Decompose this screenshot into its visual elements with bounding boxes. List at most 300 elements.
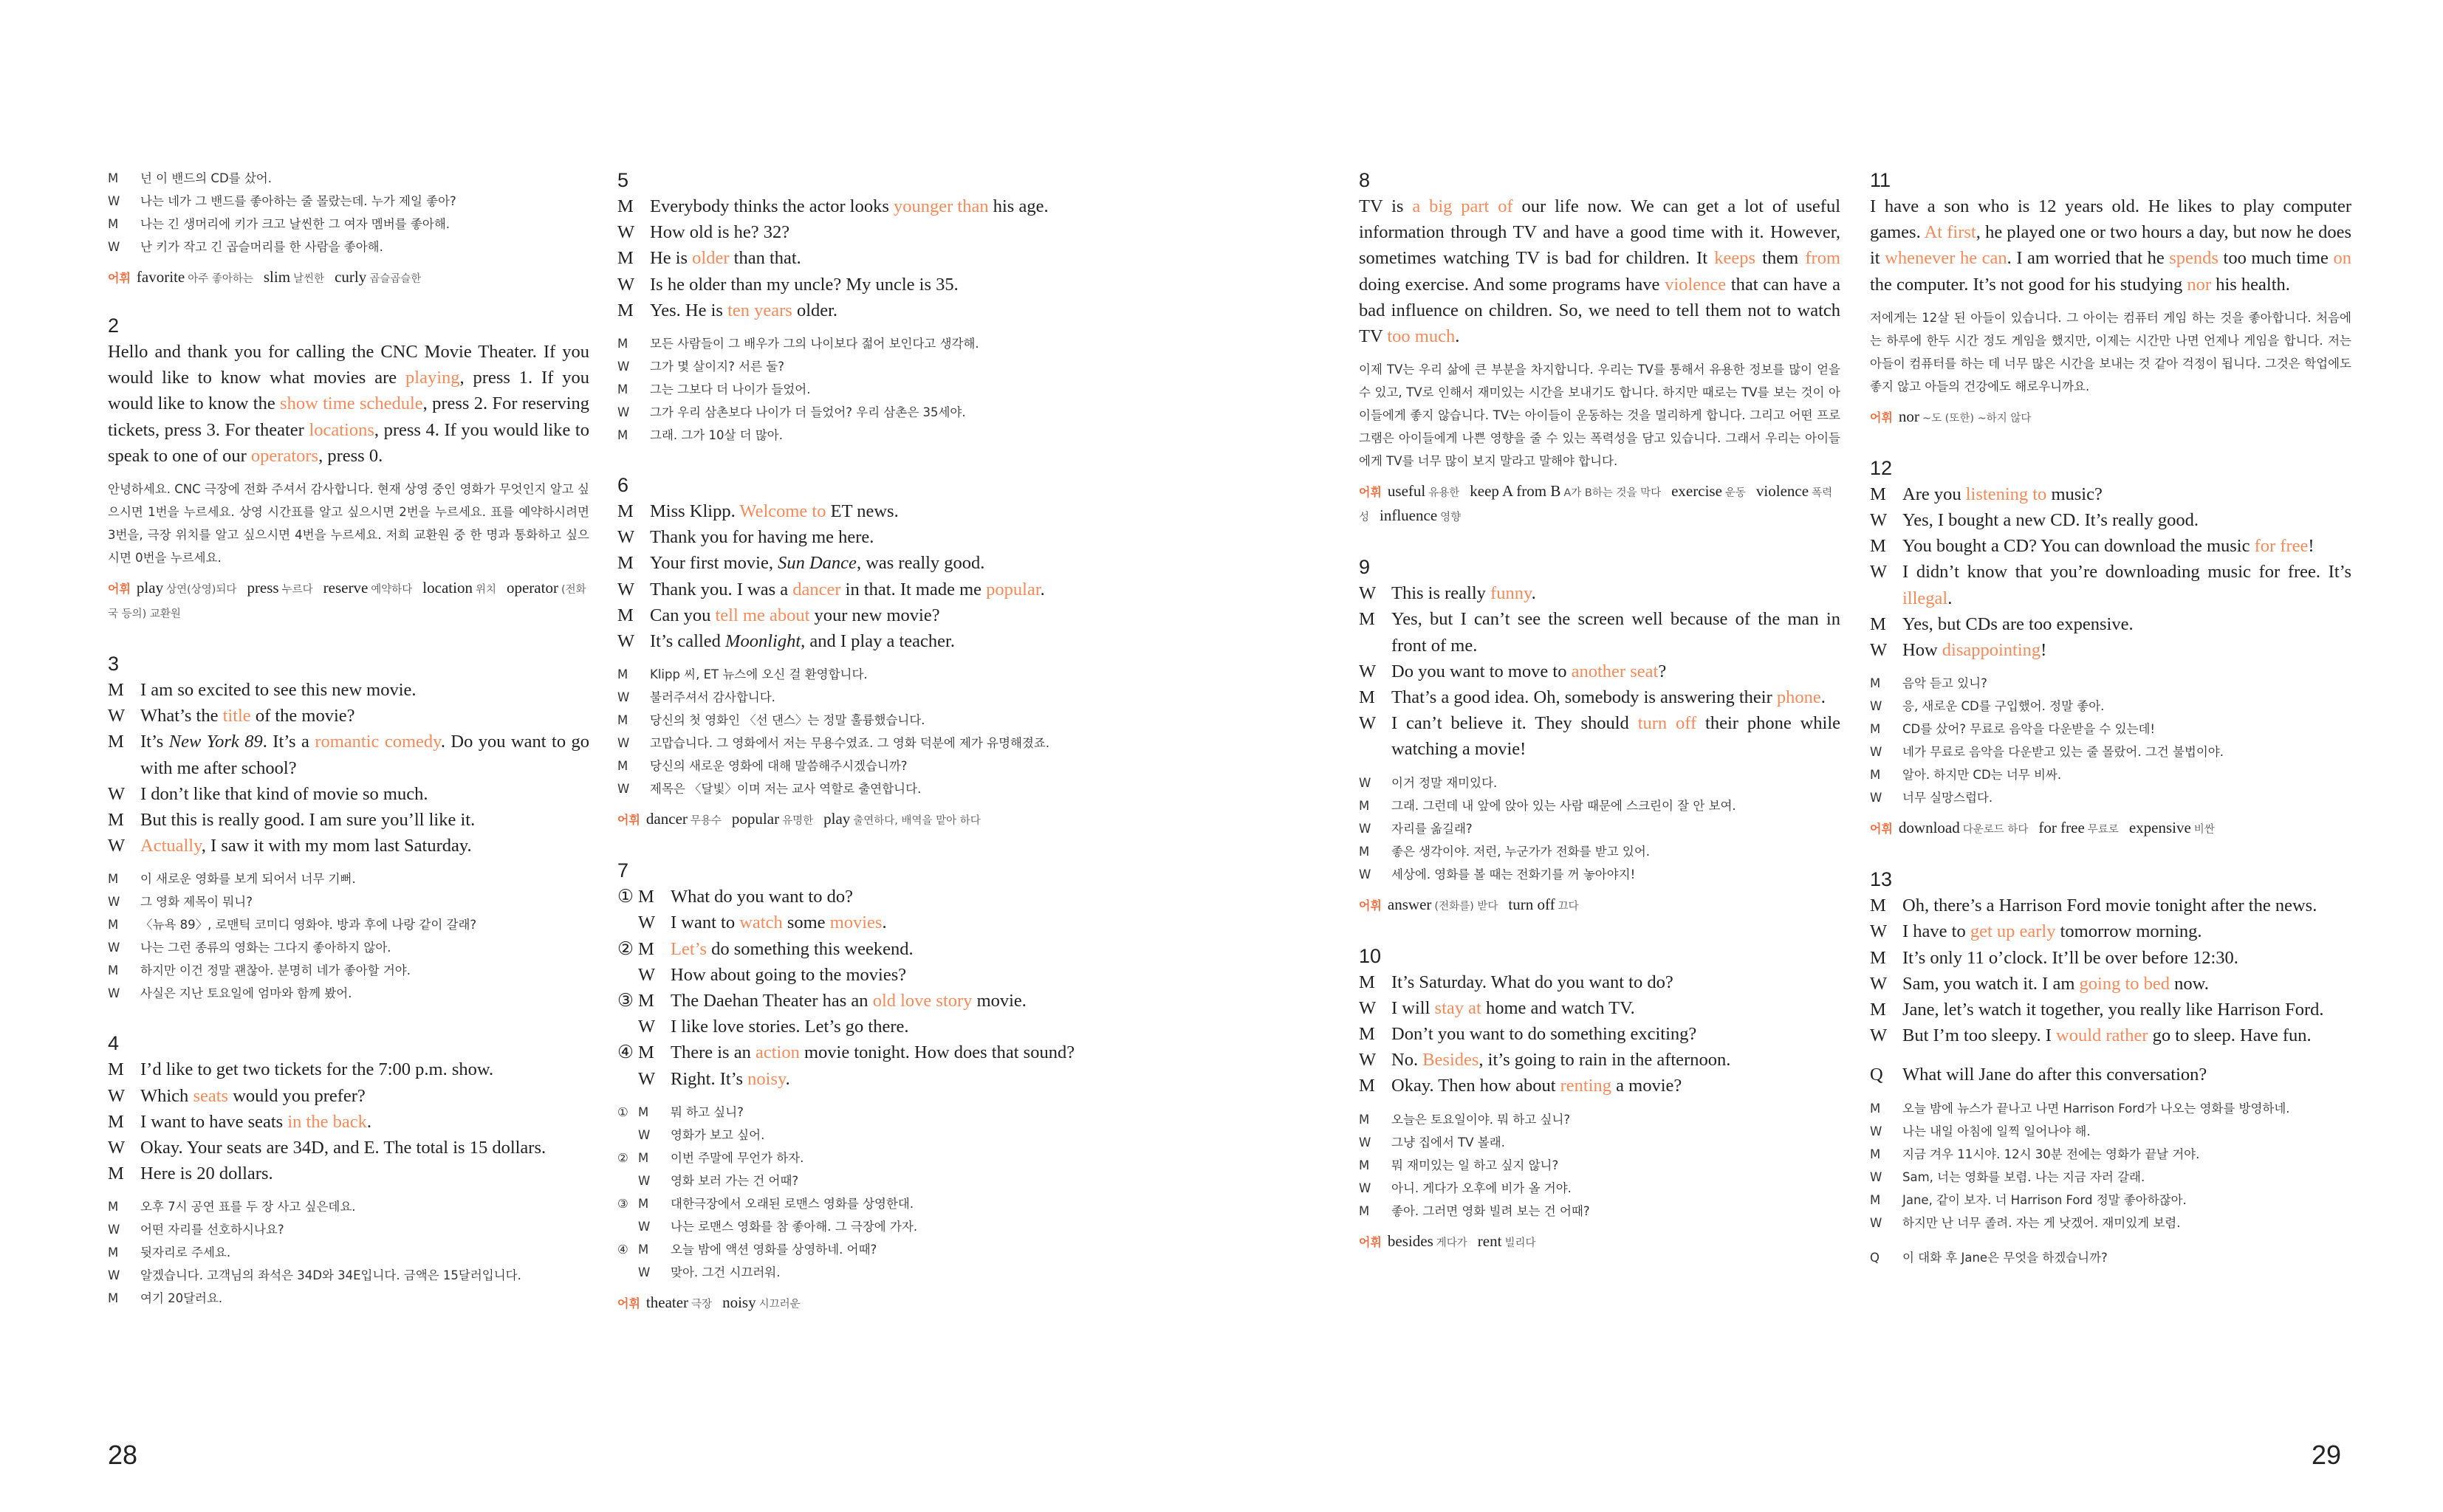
english-passage (1870, 193, 2351, 298)
question-number: 7 (617, 859, 629, 882)
translation-text: 음악 듣고 있니? (1902, 676, 1987, 691)
translation-text: 이 새로운 영화를 보게 되어서 너무 기뻐. (140, 872, 356, 887)
dialogue-line (108, 1135, 589, 1161)
translation-line (1359, 1200, 1840, 1223)
vocab-word: theater (645, 1293, 689, 1311)
text-run: I want to (671, 913, 740, 933)
text-run: ! (2041, 640, 2047, 661)
dialogue-line (617, 988, 1099, 1014)
english-dialogue (1359, 580, 1840, 762)
highlighted-phrase: romantic comedy (315, 732, 441, 752)
speaker-label: W (108, 194, 120, 208)
question-number: 2 (108, 315, 120, 337)
dialogue-line (1870, 945, 2351, 971)
text-run: TV is (1359, 196, 1413, 216)
translation-text: 당신의 새로운 영화에 대해 말씀해주시겠습니까? (650, 759, 908, 774)
speaker-label: M (617, 337, 628, 351)
text-run: . (1531, 583, 1536, 604)
translation-text: 나는 그런 종류의 영화는 그다지 좋아하지 않아. (140, 941, 391, 955)
text-run: I am so excited to see this new movie. (140, 680, 417, 701)
translation-line (1870, 786, 2351, 809)
speaker-label: M (1359, 609, 1375, 630)
vocab-word: reserve (323, 579, 369, 597)
line-text (650, 498, 1099, 524)
translation-line (617, 332, 1099, 355)
speaker-label: W (1870, 1124, 1882, 1138)
translation-line (108, 1218, 589, 1241)
vocab-entry (1899, 819, 2028, 836)
translation-line (617, 424, 1099, 447)
question-number: 12 (1870, 456, 1893, 479)
text-run: ? (1658, 661, 1667, 681)
dialogue-line (1359, 684, 1840, 710)
speaker-label: W (617, 782, 630, 797)
dialogue-line (1870, 559, 2351, 611)
text-run: I have to (1902, 921, 1970, 942)
translation-line (1870, 1246, 2351, 1269)
speaker-label: M (638, 1150, 649, 1165)
text-run: Thank you for having me here. (650, 527, 874, 548)
italic-title: Sun Dance (778, 553, 857, 574)
highlighted-phrase: too much (1387, 326, 1456, 347)
vocab-word: influence (1380, 506, 1438, 525)
line-text (1391, 1021, 1840, 1047)
vocab-meaning: (전화를) 받다 (1434, 900, 1498, 913)
translation-text: 제목은 〈달빛〉이며 저는 교사 역할로 출연합니다. (650, 782, 922, 797)
translation-line (617, 1261, 1099, 1284)
dialogue-line (1359, 659, 1840, 684)
text-run: Do you want to move to (1391, 661, 1572, 681)
vocab-entry (1470, 482, 1661, 500)
speaker-label: W (1359, 867, 1371, 882)
vocabulary-box (108, 266, 589, 290)
highlighted-phrase: on (2333, 248, 2351, 269)
speaker-label: M (108, 1059, 124, 1080)
vocab-meaning: 곱슬곱슬한 (369, 273, 422, 285)
speaker-label: W (638, 1265, 651, 1279)
line-text (140, 1083, 589, 1109)
speaker-label: M (1870, 536, 1886, 557)
speaker-label: M (108, 872, 119, 887)
dialogue-line (617, 193, 1099, 219)
highlighted-phrase: action (755, 1042, 800, 1063)
highlighted-phrase: older (692, 248, 730, 269)
translation-line (108, 167, 589, 190)
highlighted-phrase: dancer (792, 579, 841, 599)
text-run: that can have a bad influence on children. So, we need to tell them not to watch TV (1359, 274, 1840, 347)
dialogue-section (1359, 167, 1840, 529)
option-marker: ② (617, 938, 634, 959)
speaker-label: M (617, 667, 628, 682)
vocab-word: location (422, 579, 473, 597)
translation-text: 오늘 밤에 액션 영화를 상영하네. 어때? (671, 1242, 877, 1257)
speaker-label: W (617, 631, 635, 652)
text-run: . (785, 1068, 790, 1089)
speaker-label: W (108, 240, 120, 254)
highlighted-phrase: from (1805, 248, 1840, 269)
dialogue-line (1870, 893, 2351, 918)
vocab-meaning: 위치 (475, 584, 496, 597)
dialogue-line (1359, 1073, 1840, 1099)
korean-translation (1870, 1097, 2351, 1269)
translation-text: 하지만 난 너무 졸려. 자는 게 낫겠어. 재미있게 보렴. (1902, 1215, 2181, 1230)
translation-line (1870, 1166, 2351, 1189)
speaker-label: W (1359, 1135, 1371, 1150)
vocab-meaning: 무료로 (2087, 824, 2119, 836)
text-run: How (1902, 640, 1942, 661)
text-run: How about going to the movies? (671, 964, 907, 985)
vocab-meaning: 비싼 (2193, 824, 2215, 836)
translation-line (108, 190, 589, 213)
speaker-label: W (1359, 583, 1377, 604)
dialogue-line (1870, 971, 2351, 997)
speaker-label: M (1359, 798, 1370, 813)
vocab-entry (264, 268, 324, 286)
speaker-label: M (108, 1164, 124, 1184)
text-run: Which (140, 1085, 193, 1106)
speaker-label: W (638, 1068, 656, 1089)
text-run: Okay. Then how about (1391, 1076, 1560, 1096)
vocab-entry (137, 579, 237, 597)
dialogue-section (617, 167, 1099, 447)
dialogue-section (617, 472, 1099, 832)
question-number: 5 (617, 169, 629, 191)
column-2 (617, 167, 1099, 1341)
translation-text: 그래. 그가 10살 더 많아. (650, 428, 783, 443)
vocab-meaning: 빌리다 (1504, 1237, 1536, 1249)
text-run: home and watch TV. (1481, 997, 1635, 1018)
speaker-label: M (617, 759, 628, 774)
speaker-label: M (638, 1104, 649, 1119)
highlighted-phrase: violence (1665, 274, 1727, 295)
translation-text: 맞아. 그건 시끄러워. (671, 1265, 781, 1279)
line-text (1902, 533, 2351, 559)
vocab-word: expensive (2128, 819, 2191, 837)
text-run: Can you (650, 605, 716, 625)
korean-translation (1359, 1108, 1840, 1223)
translation-line (1870, 1120, 2351, 1143)
speaker-label: W (1870, 640, 1888, 661)
speaker-label: W (1870, 745, 1882, 760)
page-number-right: 29 (2312, 1440, 2342, 1470)
highlighted-phrase: going to bed (2079, 973, 2170, 994)
text-run: tomorrow morning. (2055, 921, 2202, 942)
vocab-entry (1899, 408, 2032, 425)
translation-text: 좋아. 그러면 영화 빌려 보는 건 어때? (1391, 1203, 1590, 1218)
option-marker: ① (617, 1104, 628, 1119)
translation-line (617, 1238, 1099, 1261)
speaker-label: M (108, 810, 124, 831)
text-run: Okay. Your seats are 34D, and E. The total is 15 dollars. (140, 1138, 546, 1158)
text-run: their phone while watching a movie! (1391, 713, 1841, 760)
korean-translation (1359, 772, 1840, 886)
option-marker: ① (617, 887, 634, 907)
text-run: I like love stories. Let’s go there. (671, 1017, 909, 1037)
dialogue-line (617, 298, 1099, 323)
korean-translation (617, 663, 1099, 800)
line-text (140, 1109, 589, 1135)
text-run: Don’t you want to do something exciting? (1391, 1024, 1697, 1045)
korean-translation (617, 332, 1099, 447)
korean-translation: 저에게는 12살 된 아들이 있습니다. 그 아이는 컴퓨터 게임 하는 것을 좋아합니다. 처음에는 하루에 한두 시간 정도 게임을 했지만, 이제는 시간만 나면 언제나 게임을 합니다. 저는 아들이 컴퓨터를 하는 데 너무 많은 시간을 보내는 것 같아 걱정이 됩니다. 그것은 학업에도 좋지 않고 아들의 건강에도 해로우니까요. (1870, 310, 2351, 394)
speaker-label: W (108, 783, 126, 804)
translation-text: 그는 그보다 더 나이가 들었어. (650, 382, 811, 397)
text-run: , was really good. (856, 553, 985, 574)
highlighted-phrase: watch (739, 913, 783, 933)
highlighted-phrase: show time schedule (280, 394, 423, 414)
text-run: It’s Saturday. What do you want to do? (1391, 972, 1673, 992)
speaker-label: M (108, 1111, 124, 1132)
highlighted-phrase: noisy (747, 1068, 786, 1089)
speaker-label: M (617, 196, 634, 216)
highlighted-phrase: get up early (1970, 921, 2056, 942)
translation-line (1359, 817, 1840, 840)
question-number: 13 (1870, 868, 1893, 891)
question-number: 6 (617, 474, 629, 497)
text-run: I can’t believe it. They should (1391, 713, 1638, 734)
vocab-word: press (247, 579, 279, 597)
speaker-label: M (1870, 722, 1881, 737)
translation-text: 넌 이 밴드의 CD를 샀어. (140, 171, 272, 185)
translation-line (617, 732, 1099, 755)
korean-translation: 안녕하세요. CNC 극장에 전화 주셔서 감사합니다. 현재 상영 중인 영화가 무엇인지 알고 싶으시면 1번을 누르세요. 상영 시간표를 알고 싶으시면 2번을 누르세요. 표를 예약하시려면 3번을, 극장 위치를 알고 싶으시면 4번을 누르세요. 저희 교환원 중 한 명과 통화하고 싶으시면 0번을 누르세요. (108, 482, 589, 566)
vocab-meaning: 아주 좋아하는 (188, 273, 253, 285)
highlighted-phrase: a big part of (1412, 196, 1513, 216)
line-text (1902, 997, 2351, 1023)
text-run: . Do you want to go with me after school? (140, 732, 590, 778)
highlighted-phrase: funny (1490, 583, 1532, 604)
speaker-label: M (617, 501, 634, 522)
translation-text: 나는 내일 아침에 일찍 일어나야 해. (1902, 1124, 2091, 1138)
highlighted-phrase: seats (193, 1085, 229, 1106)
vocab-word: download (1898, 819, 1960, 837)
dialogue-section (1870, 866, 2351, 1268)
translation-text: 알아. 하지만 CD는 너무 비싸. (1902, 768, 2062, 783)
speaker-label: W (617, 360, 630, 374)
dialogue-section (617, 857, 1099, 1316)
line-text (1391, 1073, 1840, 1099)
line-text (1902, 971, 2351, 997)
speaker-label: M (1870, 1192, 1881, 1207)
vocab-entry (137, 268, 253, 286)
line-text (1391, 659, 1840, 684)
translation-line (617, 777, 1099, 800)
highlighted-phrase: tell me about (715, 605, 810, 625)
speaker-label: W (617, 690, 630, 705)
speaker-label: W (638, 1173, 651, 1188)
line-text (671, 936, 1099, 962)
dialogue-section (1359, 943, 1840, 1254)
dialogue-line (1870, 611, 2351, 637)
highlighted-phrase: phone (1776, 687, 1821, 708)
translation-text: 그가 몇 살이지? 서른 둘? (650, 360, 784, 374)
dialogue-line (617, 219, 1099, 245)
translation-text: 당신의 첫 영화인 〈선 댄스〉는 정말 훌륭했습니다. (650, 713, 925, 728)
dialogue-section (1870, 167, 2351, 430)
translation-line (1359, 794, 1840, 817)
dialogue-line (617, 628, 1099, 654)
question-number: 3 (108, 653, 120, 676)
translation-text: 〈뉴욕 89〉, 로맨틱 코미디 영화야. 방과 후에 나랑 같이 갈래? (140, 918, 477, 932)
translation-line (108, 959, 589, 982)
text-run: , press 4. If you would like to speak to one of our (108, 419, 589, 466)
dialogue-line (1359, 995, 1840, 1021)
vocab-word: exercise (1671, 482, 1722, 501)
korean-translation (617, 1101, 1099, 1284)
translation-line (617, 1215, 1099, 1238)
speaker-label: M (108, 1291, 119, 1306)
speaker-label: W (1870, 973, 1888, 994)
speaker-label: W (108, 895, 120, 910)
translation-line (1870, 672, 2351, 695)
line-text (650, 602, 1099, 628)
highlighted-phrase: stay at (1434, 997, 1481, 1018)
vocab-meaning: 운동 (1724, 487, 1746, 500)
highlighted-phrase: would rather (2056, 1025, 2148, 1046)
line-text (671, 1014, 1099, 1040)
line-text (140, 807, 589, 833)
english-dialogue (1359, 969, 1840, 1099)
text-run: It’s (140, 732, 169, 752)
line-text (650, 550, 1099, 576)
speaker-label: W (108, 706, 126, 726)
vocab-meaning: A가 B하는 것을 막다 (1563, 487, 1662, 500)
speaker-label: M (1870, 768, 1881, 783)
speaker-label: M (108, 1245, 119, 1260)
speaker-label: Q (1870, 1250, 1880, 1265)
text-run: his health. (2211, 274, 2290, 295)
translation-text: 오후 7시 공연 표를 두 장 사고 싶은데요. (140, 1200, 356, 1214)
translation-line (108, 936, 589, 959)
line-text (1902, 1062, 2351, 1087)
translation-text: 뭐 하고 싶니? (671, 1104, 744, 1119)
text-run: It’s called (650, 631, 726, 652)
korean-translation: 이제 TV는 우리 삶에 큰 부분을 차지합니다. 우리는 TV를 통해서 유용한 정보를 많이 얻을 수 있고, TV로 인해서 재미있는 시간을 보내기도 합니다. 하지만 때로는 TV를 보는 것이 아이들에게 좋지 않습니다. TV는 아이들이 운동하는 것을 멀리하게 합니다. 그리고 어떤 프로그램은 아이들에게 나쁜 영향을 줄 수 있는 폭력성을 담고 있습니다. 그래서 우리는 아이들에게 TV를 너무 많이 보지 말라고 말해야 합니다. (1359, 362, 1840, 469)
vocab-meaning: 예약하다 (371, 584, 413, 597)
translation-text: 뭐 재미있는 일 하고 싶지 않니? (1391, 1158, 1559, 1172)
question-number: 8 (1359, 169, 1371, 191)
text-run: movie tonight. How does that sound? (799, 1042, 1075, 1063)
speaker-label: M (1359, 1024, 1375, 1045)
speaker-label: W (1870, 562, 1888, 583)
text-run: The Daehan Theater has an (671, 991, 873, 1011)
line-text (1391, 606, 1840, 658)
translation-text: 하지만 이건 정말 괜찮아. 분명히 네가 좋아할 거야. (140, 963, 411, 978)
line-text (650, 193, 1099, 219)
translation-line (1359, 863, 1840, 886)
translation-line (108, 867, 589, 890)
speaker-label: M (1359, 844, 1370, 859)
line-text (1391, 684, 1840, 710)
text-run: go to sleep. Have fun. (2148, 1025, 2312, 1046)
line-text (140, 1161, 589, 1186)
translation-text: 나는 네가 그 밴드를 좋아하는 줄 몰랐는데. 누가 제일 좋아? (140, 194, 456, 208)
highlighted-phrase: old love story (872, 991, 973, 1011)
highlighted-phrase: for free (2254, 536, 2309, 557)
vocab-meaning: 출연하다, 배역을 맡아 하다 (853, 815, 981, 828)
text-run: Everybody thinks the actor looks (650, 196, 894, 216)
vocab-word: play (136, 579, 164, 597)
line-text (1902, 945, 2351, 971)
vocab-entry (1388, 896, 1498, 913)
speaker-label: M (638, 1242, 649, 1257)
line-text (671, 988, 1099, 1014)
vocab-entry (335, 268, 421, 286)
translation-line (617, 1101, 1099, 1124)
dialogue-line (617, 884, 1099, 910)
text-run: What’s the (140, 706, 223, 726)
speaker-label: M (1359, 972, 1375, 992)
translation-text: 오늘은 토요일이야. 뭐 하고 싶니? (1391, 1112, 1571, 1127)
line-text (1902, 481, 2351, 507)
text-run: , it’s going to rain in the afternoon. (1479, 1050, 1731, 1071)
dialogue-line (108, 729, 589, 780)
vocab-word: answer (1387, 895, 1432, 913)
line-text (140, 677, 589, 703)
speaker-label: W (638, 964, 656, 985)
speaker-label: M (638, 991, 654, 1011)
korean-translation (108, 1195, 589, 1310)
highlighted-phrase: operators (250, 445, 319, 466)
vocab-word: rent (1477, 1231, 1502, 1250)
line-text (140, 833, 589, 859)
translation-text: 이번 주말에 무언가 하자. (671, 1150, 804, 1165)
translation-line (1359, 840, 1840, 863)
text-run: Hello and thank you for calling the CNC Movie Theater. If you would like to know what movies are (108, 342, 589, 388)
speaker-label: W (1359, 821, 1371, 836)
vocab-meaning: (전화국 등의) 교환원 (108, 584, 586, 621)
translation-line (108, 890, 589, 913)
text-run: ! (2308, 536, 2314, 557)
translation-line (108, 1195, 589, 1218)
highlighted-phrase: keeps (1714, 248, 1756, 269)
vocab-word: noisy (722, 1293, 756, 1311)
vocab-meaning: 영향 (1440, 512, 1462, 524)
speaker-label: M (108, 732, 124, 752)
translation-text: 그 영화 제목이 뭐니? (140, 895, 253, 910)
option-marker: ④ (617, 1042, 634, 1063)
text-run: Your first movie, (650, 553, 778, 574)
speaker-label: M (1870, 947, 1886, 968)
question-number: 11 (1870, 169, 1891, 191)
dialogue-line (1359, 1047, 1840, 1073)
text-run: our life now. We can get a lot of useful information through TV and have a good time with it. However, sometimes watching TV is bad for children. It (1359, 196, 1841, 269)
highlighted-phrase: nor (2187, 274, 2212, 295)
translation-line (1359, 1108, 1840, 1131)
vocabulary-box (1870, 405, 2351, 430)
line-text (1391, 580, 1840, 606)
speaker-label: W (617, 527, 635, 548)
text-run: , and I play a teacher. (801, 631, 955, 652)
vocabulary-box (617, 808, 1099, 832)
column-3 (1359, 167, 1840, 1279)
line-text (140, 781, 589, 807)
translation-text: Klipp 씨, ET 뉴스에 오신 걸 환영합니다. (650, 667, 868, 682)
text-run: I’d like to get two tickets for the 7:00 p.m. show. (140, 1059, 494, 1080)
vocab-entry (1388, 482, 1459, 500)
english-dialogue (1870, 893, 2351, 1087)
line-text (650, 219, 1099, 245)
speaker-label: W (1359, 997, 1377, 1018)
speaker-label: W (1870, 510, 1888, 531)
vocab-tag: 어휘 (1359, 898, 1382, 913)
line-text (650, 245, 1099, 271)
text-run: Is he older than my uncle? My uncle is 35. (650, 274, 959, 295)
text-run: your new movie? (809, 605, 940, 625)
speaker-label: W (1359, 661, 1377, 681)
text-run: No. (1391, 1050, 1423, 1071)
speaker-label: M (617, 428, 628, 443)
